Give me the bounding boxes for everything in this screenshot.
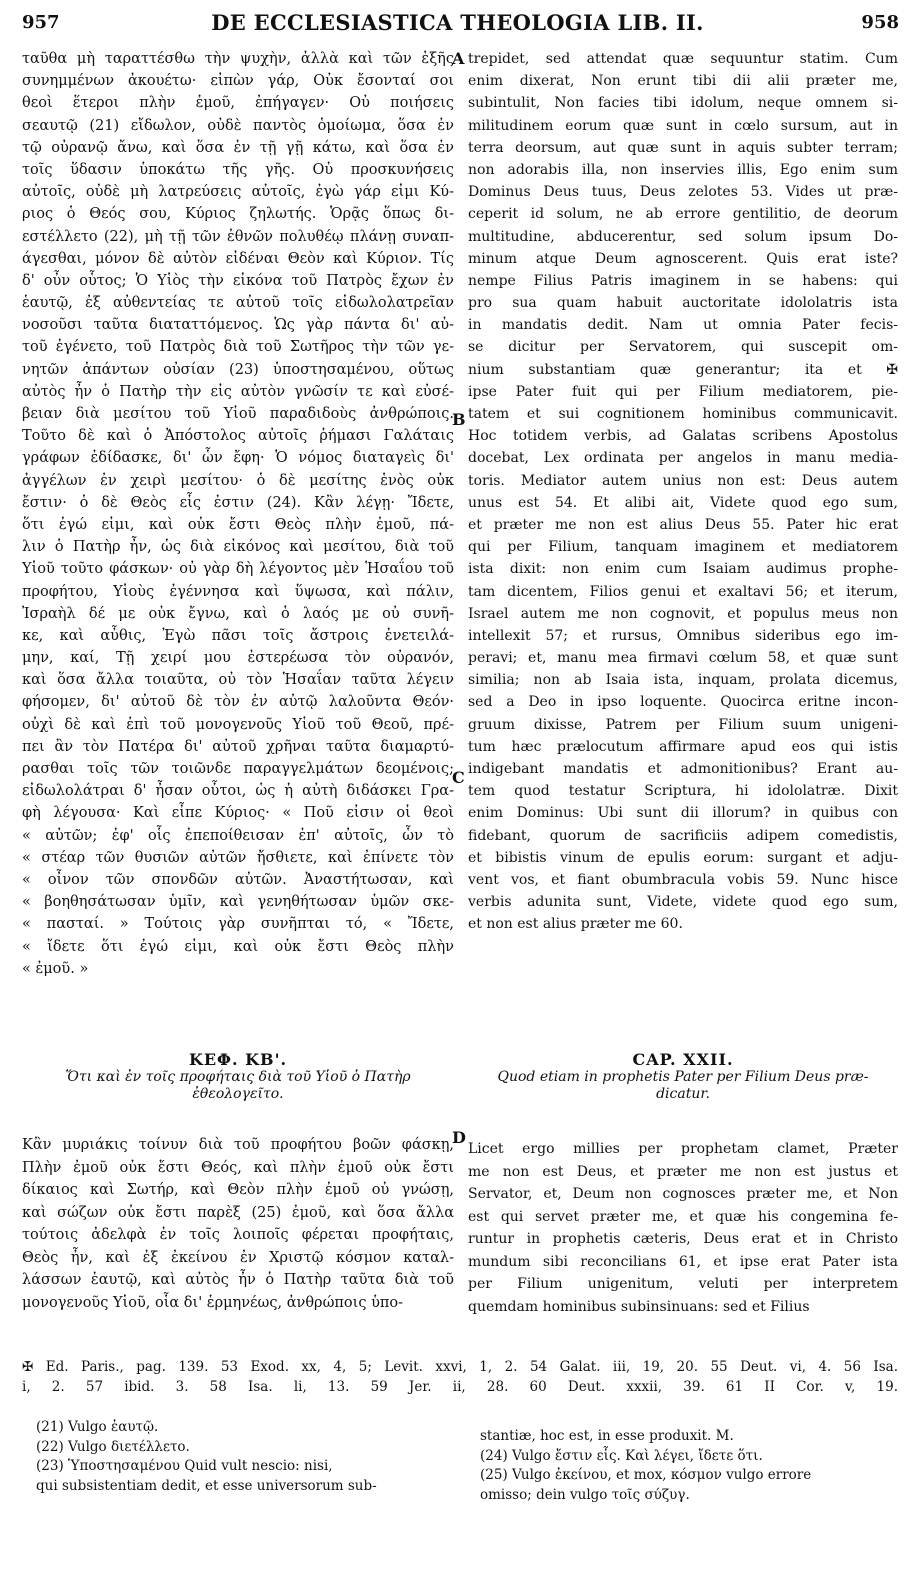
latin-chapter-heading (468, 1050, 898, 1103)
greek-text-line: τῷ οὐρανῷ ἄνω, καὶ ὅσα ἐν τῇ γῇ κάτω, καὶ ὅσα ἐν (22, 139, 454, 156)
footnote-line: stantiæ, hoc est, in esse produxit. M. (480, 1428, 734, 1444)
latin-text-line: runtur in prophetis cæteris, Deus erat et in Christo (468, 1231, 898, 1247)
greek-text-line: σεαυτῷ (21) εἴδωλον, οὐδὲ παντὸς ὁμοίωμα, ὅσα ἐν (22, 117, 454, 134)
latin-text-line: sed a Deo in ipso loquente. Quocirca eritne incon- (468, 694, 898, 711)
greek-text-line: θεοὶ ἕτεροι πλὴν ἐμοῦ, ἐπήγαγεν· Οὐ ποιήσεις (22, 95, 454, 112)
greek-column-bottom (22, 1134, 454, 1314)
latin-text-line: ipse Pater fuit qui per Filium mediatorem, pie- (468, 383, 898, 400)
footnote-line: (25) Vulgo ἐκείνου, et mox, κόσμον vulgo errore (480, 1467, 812, 1483)
latin-text-line: indigebant mandatis et admonitionibus? Erant au- (468, 761, 898, 777)
greek-text-line: Ἰσραὴλ δέ με οὐκ ἔγνω, καὶ ὁ λαός με οὐ συνῆ- (22, 605, 454, 622)
greek-text-line: ὅτι ἐγώ εἰμι, καὶ οὐκ ἔστι Θεὸς πλὴν ἐμοῦ, πά- (22, 516, 454, 533)
latin-text-line: me non est Deus, et præter me non est justus et (468, 1163, 898, 1180)
footnote-line: (23) Ὑποστησαμένου Quid vult nescio: nisi, (36, 1458, 333, 1474)
greek-text-line: οὐχὶ δὲ καὶ ἐπὶ τοῦ μονογενοῦς Υἱοῦ τοῦ Θεοῦ, πρέ- (22, 716, 454, 733)
latin-text-line: tatem et sui cognitionem hominibus communicavit. (468, 406, 898, 422)
greek-text-line: « αὐτῶν; ἐφ' οἷς ἐπεποίθεισαν ἐπ' αὐτοῖς, ὧν τὸ (22, 827, 454, 844)
greek-chapter-title-line: Ὅτι καὶ ἐν τοῖς προφήταις διὰ τοῦ Υἱοῦ ὁ Πατὴρ (65, 1069, 411, 1085)
greek-text-line: ριος ὁ Θεός σου, Κύριος ζηλωτής. Ὁρᾷς ὅπως δι- (22, 206, 454, 223)
latin-text-line: quemdam hominibus subinsinuans: sed et Filius (468, 1298, 810, 1315)
column-marker-b: B (452, 410, 466, 429)
latin-text-line: nempe Filius Patris imaginem in se habens: qui (468, 272, 898, 289)
greek-text-line: μην, καί, Τῇ χειρί μου ἐστερέωσα τὸν οὐρανόν, (22, 650, 454, 667)
latin-text-line: nium substantiam quæ generantur; ita et ✠ (468, 361, 898, 378)
greek-text-line: πει ἂν τὸν Πατέρα δι' αὐτοῦ χρῆναι ταῦτα διαμαρτύ- (22, 738, 454, 755)
latin-text-line: peravi; et, manu mea firmavi cœlum 58, et quæ sunt (468, 650, 898, 667)
footnote-line: (21) Vulgo ἑαυτῷ. (36, 1419, 159, 1435)
latin-text-line: Israel autem me non cognovit, et populus meus non (468, 605, 898, 622)
greek-text-line: λάσσων ἑαυτῷ, καὶ αὐτὸς ἦν ὁ Πατὴρ ταῦτα διὰ τοῦ (22, 1272, 454, 1288)
latin-text-line: militudinem eorum quæ sunt in cœlo sursum, aut in (468, 117, 898, 134)
greek-text-line: ρασθαι τοῖς τῶν τοιῶνδε παραγγελμάτων δεομένοις; (22, 761, 454, 777)
greek-text-line: εστέλλετο (22), μὴ τῇ τῶν ἐθνῶν πολυθέῳ πλάνῃ συναπ- (22, 228, 454, 245)
greek-text-line: Πλὴν ἐμοῦ οὐκ ἔστι Θεός, καὶ πλὴν ἐμοῦ οὐκ ἔστι (22, 1159, 454, 1176)
latin-column-top (468, 48, 898, 936)
latin-text-line: non adorabis illa, non inservies illis, Ego enim sum (468, 161, 898, 178)
latin-text-line: ceperit id solum, ne ab errore gentilitio, de deorum (468, 206, 898, 223)
column-marker-a: A (452, 49, 465, 68)
greek-text-line: ἔστιν· ὁ δὲ Θεὸς εἷς ἐστιν (24). Κἂν λέγῃ· Ἴδετε, (22, 494, 454, 511)
greek-text-line: ἑαυτῷ, ἐξ αὐθεντείας τε αὐτοῦ τοῖς εἰδωλολατρεῖαν (22, 295, 454, 312)
greek-text-line: τούτοις ἀδελφὰ ἐν τοῖς λοιποῖς φέρεται προφήταις, (22, 1227, 454, 1243)
latin-text-line: tum hæc prælocutum affirmare apud eos qui istis (468, 738, 898, 755)
greek-text-line: δίκαιος καὶ Σωτήρ, καὶ Θεὸν πλὴν ἐμοῦ οὐ γνώσῃ, (22, 1182, 454, 1198)
greek-text-line: άγεσθαι, μόνον δὲ αὐτὸν εἰδέναι Θεὸν καὶ Κύριον. Τίς (22, 250, 454, 267)
latin-text-line: enim Dominus: Ubi sunt dii illorum? in quibus con (468, 805, 898, 822)
greek-text-line: καὶ ὅσα ἄλλα τοιαῦτα, οὐ τὸν Ἡσαΐαν ταῦτα λέγειν (22, 672, 454, 689)
greek-text-line: καὶ σώζων οὐκ ἔστι παρὲξ (25) ἐμοῦ, καὶ ὅσα ἄλλα (22, 1204, 454, 1221)
greek-text-line: Υἱοῦ τοῦτο φάσκων· οὐ γὰρ δὴ λέγοντος μὲν Ἡσαΐου τοῦ (22, 561, 454, 578)
page-number-left: 957 (22, 12, 60, 33)
latin-text-line: et præter me non est alius Deus 55. Pater hic erat (468, 516, 898, 533)
greek-text-line: « ἐμοῦ. » (22, 960, 89, 977)
latin-text-line: terra deorsum, aut quæ sunt in aquis subter terram; (468, 139, 898, 156)
greek-text-line: δ' οὖν οὗτος; Ὁ Υἱὸς τὴν εἰκόνα τοῦ Πατρὸς ἔχων ἐν (22, 272, 454, 289)
latin-text-line: per Filium unigenitum, veluti per interpretem (468, 1276, 898, 1292)
latin-text-line: vent vos, et fiant obumbracula vobis 59. Nunc hisce (468, 871, 898, 888)
greek-text-line: « στέαρ τῶν θυσιῶν αὐτῶν ἤσθιετε, καὶ ἐπίνετε τὸν (22, 849, 454, 866)
greek-text-line: βειαν διὰ μεσίτου τοῦ Υἱοῦ παραδιδοὺς ἀνθρώποις. (22, 406, 454, 422)
latin-text-line: mundum sibi reconcilians 61, et ipse erat Pater ista (468, 1253, 898, 1270)
greek-text-line: μονογενοῦς Υἱοῦ, οἷα δι' ἑρμηνέως, ἀνθρώποις ὑπο- (22, 1294, 404, 1311)
latin-text-line: se dicitur per Servatorem, qui suscepit om- (468, 339, 898, 356)
latin-text-line: multitudine, abducerentur, sed solum ipsum Do- (468, 228, 898, 245)
greek-text-line: Κἂν μυριάκις τοίνυν διὰ τοῦ προφήτου βοῶν φάσκῃ, (22, 1137, 454, 1153)
latin-text-line: tam dicentem, Filios genui et exaltavi 56; et iterum, (468, 583, 898, 600)
greek-text-line: γράφων ἐδίδασκε, δι' ὧν ἔφη· Ὁ νόμος διαταγεὶς δι' (22, 450, 454, 467)
latin-text-line: unus est 54. Et alibi ait, Videte quod ego sum, (468, 494, 898, 511)
greek-text-line: εἰδωλολάτραι δ' ἦσαν οὗτοι, ὡς ἡ αὐτὴ διδάσκει Γρα- (22, 783, 454, 800)
latin-text-line: et non est alius præter me 60. (468, 916, 683, 933)
latin-text-line: Servator, et, Deum non cognosces præter me, et Non (468, 1186, 898, 1202)
latin-chapter-title-line: dicatur. (656, 1086, 710, 1102)
latin-text-line: Licet ergo millies per prophetam clamet, Præter (468, 1141, 898, 1157)
greek-text-line: νητῶν ἁπάντων οὐσίαν (23) ὑποστησαμένου, οὕτως (22, 361, 454, 378)
reference-line: i, 2. 57 ibid. 3. 58 Isa. li, 13. 59 Jer. ii, 28. 60 Deut. xxxii, 39. 61 II Cor. v, 19. (22, 1379, 898, 1395)
greek-column-top (22, 48, 454, 980)
running-header (0, 8, 915, 42)
greek-text-line: « πασταί. » Τούτοις γὰρ συνῆπται τό, « Ἴδετε, (22, 916, 454, 933)
column-marker-c: C (452, 768, 465, 787)
latin-text-line: fidebant, quorum de sacrificiis adipem comedistis, (468, 827, 898, 844)
scripture-references (22, 1357, 898, 1397)
greek-text-line: τοῦ ἐγένετο, τοῦ Πατρὸς διὰ τοῦ Σωτῆρος τὴν τῶν γε- (22, 339, 454, 356)
greek-text-line: νοσοῦσι ταῦτα διαταττόμενος. Ὡς γὰρ πάντα δι' αὐ- (22, 317, 454, 334)
greek-text-line: « οἶνον τῶν σπονδῶν αὐτῶν. Ἀναστήτωσαν, καὶ (22, 871, 454, 888)
footnote-line: omisso; dein vulgo τοῖς σύζυγ. (480, 1486, 690, 1503)
greek-text-line: Θεὸς ἦν, καὶ ἐξ ἐκείνου ἐν Χριστῷ κόσμον καταλ- (22, 1249, 454, 1266)
greek-chapter-number: ΚΕΦ. ΚΒ'. (188, 1050, 288, 1069)
latin-text-line: intellexit 57; et rursus, Omnibus sideribus ego im- (468, 627, 898, 644)
reference-line: ✠ Ed. Paris., pag. 139. 53 Exod. xx, 4, 5; Levit. xxvi, 1, 2. 54 Galat. iii, 19, 20. 55 Deut. vi, 4. 56 Isa. (22, 1359, 898, 1375)
latin-text-line: pro sua quam habuit auctoritate idololatris ista (468, 295, 898, 312)
greek-text-line: κε, καὶ αὖθις, Ἐγὼ πᾶσι τοῖς ἄστροις ἐνετειλά- (22, 627, 454, 644)
greek-text-line: φὴ λέγουσα· Καὶ εἶπε Κύριος· « Ποῦ εἰσιν οἱ θεοὶ (22, 805, 454, 822)
greek-text-line: « ἴδετε ὅτι ἐγώ εἰμι, καὶ οὐκ ἔστι Θεὸς πλὴν (22, 938, 454, 955)
latin-text-line: tem quod testatur Scriptura, hi idololatræ. Dixit (468, 783, 898, 800)
latin-text-line: docebat, Lex ordinata per angelos in manu media- (468, 450, 898, 467)
latin-text-line: enim dixerat, Non erunt tibi dii alii præter me, (468, 73, 898, 90)
latin-column-bottom (468, 1138, 898, 1318)
greek-chapter-title-line: ἐθεολογεῖτο. (192, 1086, 284, 1102)
latin-text-line: subintulit, Non facies tibi idolum, neque omnem si- (468, 95, 898, 112)
footnote-line: (22) Vulgo διετέλλετο. (36, 1438, 190, 1455)
footnote-line: (24) Vulgo ἔστιν εἷς. Καὶ λέγει, ἴδετε ὅτι. (480, 1447, 763, 1464)
footnotes-left (36, 1418, 466, 1496)
greek-chapter-heading (22, 1050, 454, 1103)
footnotes-right (480, 1427, 900, 1505)
greek-text-line: ταῦθα μὴ ταραττέσθω τὴν ψυχὴν, ἀλλὰ καὶ τῶν ἑξῆς (22, 51, 454, 67)
latin-text-line: ista dixit: non enim cum Isaiam audimus prophe- (468, 561, 898, 578)
greek-text-line: συνημμένων ἀκουέτω· εἰπὼν γάρ, Οὐκ ἔσονταί σοι (22, 73, 454, 90)
greek-text-line: αὐτὸς ἦν ὁ Πατὴρ τὴν εἰς αὐτὸν γνῶσίν τε καὶ εὐσέ- (22, 383, 454, 400)
running-title: DE ECCLESIASTICA THEOLOGIA LIB. II. (211, 10, 704, 35)
latin-text-line: in mandatis dedit. Nam ut omnia Pater fecis- (468, 317, 898, 334)
greek-text-line: προφήτου, Υἱοὺς ἐγέννησα καὶ ὕψωσα, καὶ πάλιν, (22, 583, 454, 600)
latin-text-line: Hoc totidem verbis, ad Galatas scribens Apostolus (468, 428, 898, 445)
latin-text-line: verbis adunita sunt, Videte, videte quod ego sum, (468, 894, 898, 911)
greek-text-line: φήσομεν, δι' αὐτοῦ δὲ τὸν ἐν αὐτῷ λαλοῦντα Θεόν· (22, 694, 454, 711)
latin-text-line: similia; non ab Isaia ista, inquam, prolata dicemus, (468, 672, 898, 689)
latin-text-line: et bibistis vinum de epulis eorum: surgant et adju- (468, 849, 898, 866)
latin-text-line: qui per Filium, tanquam imaginem et mediatorem (468, 539, 898, 556)
greek-text-line: τοῖς ὕδασιν ὑποκάτω τῆς γῆς. Οὐ προσκυνήσεις (22, 161, 454, 178)
greek-text-line: αὐτοῖς, οὐδὲ μὴ λατρεύσεις αὐτοῖς, ἐγὼ γάρ εἰμι Κύ- (22, 184, 454, 201)
footnote-line: qui subsistentiam dedit, et esse universorum sub- (36, 1477, 377, 1494)
greek-text-line: λιν ὁ Πατὴρ ἦν, ὡς διὰ εἰκόνος καὶ μεσίτου, διὰ τοῦ (22, 539, 454, 556)
page-number-right: 958 (861, 12, 899, 33)
latin-text-line: minum atque Deum agnoscerent. Quis erat iste? (468, 250, 898, 267)
latin-text-line: trepidet, sed attendat quæ sequuntur statim. Cum (468, 51, 898, 67)
latin-chapter-title-line: Quod etiam in prophetis Pater per Filium Deus præ- (497, 1069, 869, 1085)
latin-text-line: toris. Mediator autem unius non est: Deus autem (468, 472, 898, 489)
latin-text-line: est qui servet præter me, et quæ his congemina fe- (468, 1208, 898, 1225)
greek-text-line: ἀγγέλων ἐν χειρὶ μεσίτου· ὁ δὲ μεσίτης ἑνὸς οὐκ (22, 472, 454, 489)
latin-text-line: gruum dixisse, Patrem per Filium suum unigeni- (468, 716, 898, 733)
latin-chapter-number: CAP. XXII. (632, 1050, 734, 1069)
greek-text-line: Τοῦτο δὲ καὶ ὁ Ἀπόστολος αὐτοῖς ῥήμασι Γαλάταις (22, 428, 454, 445)
latin-text-line: Dominus Deus tuus, Deus zelotes 53. Vides ut præ- (468, 184, 898, 201)
column-marker-d: D (452, 1128, 466, 1147)
greek-text-line: « βοηθησάτωσαν ὑμῖν, καὶ γενηθήτωσαν ὑμῶν σκε- (22, 894, 454, 911)
